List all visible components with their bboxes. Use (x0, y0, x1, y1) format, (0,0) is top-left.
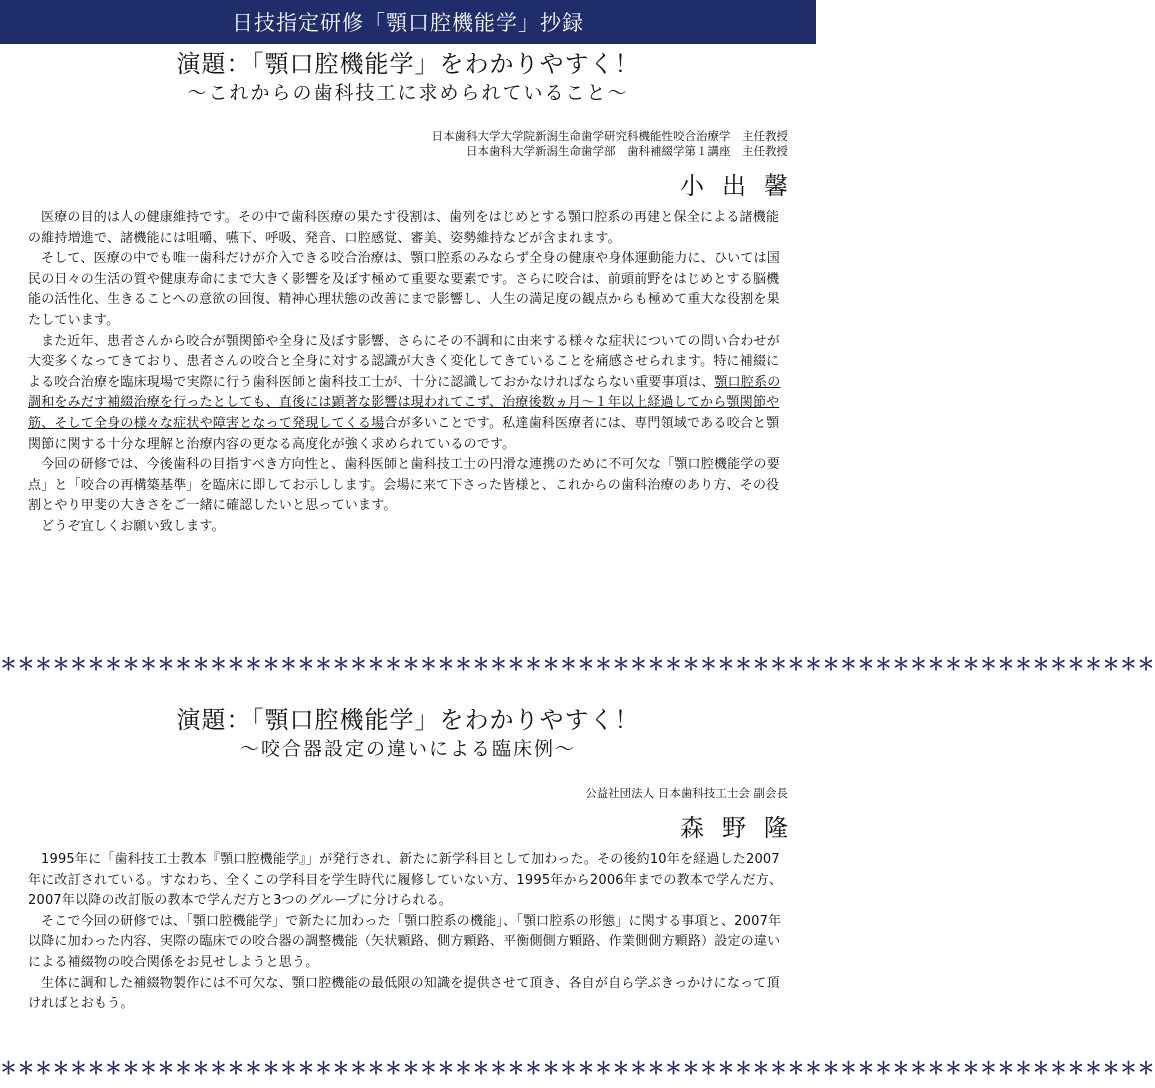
lecture-2-abstract (28, 850, 790, 1015)
lecture-2-title: 演題：「顎口腔機能学」をわかりやすく！ (176, 706, 640, 734)
lecture-1-paragraph: どうぞ宜しくお願い致します。 (41, 518, 225, 534)
lecture-1-affiliations (432, 129, 789, 159)
lecture-1-text: また近年、患者さんから咬合が顎関節や全身に及ぼす影響、さらにその不調和に由来する様々な症状についての問い合わせが大変多くなってきており、患者さんの咬合と全身に対する認識が大きく変化してきていることを痛感させられます。特に補綴による咬合治療を臨床現場で実際に行う歯科医師と歯科技工士が、十分に認識しておかなければならない重要事項は、 (28, 333, 780, 390)
lecture-2-paragraph: 生体に調和した補綴物製作には不可欠な、顎口腔機能の最低限の知識を提供させて頂き、各自が自ら学ぶきっかけになって頂ければとおもう。 (28, 975, 780, 1012)
lecture-1-paragraph: そして、医療の中でも唯一歯科だけが介入できる咬合治療は、顎口腔系のみならず全身の健康や身体運動能力に、ひいては国民の日々の生活の質や健康寿命にまで大きく影響を及ぼす極めて重要な要素です。さらに咬合は、前頭前野をはじめとする脳機能の活性化、生きることへの意欲の回復、精神心理状態の改善にまで影響し、人生の満足度の観点からも極めて重大な役割を果たしています。 (28, 251, 780, 328)
lecture-2-affiliation: 公益社団法人 日本歯科技工士会 副会長 (585, 786, 788, 800)
lecture-2-paragraph: 1995年に「歯科技工士教本『顎口腔機能学』」が発行され、新たに新学科目として加わった。その後約10年を経過した2007年に改訂されている。すなわち、全くこの学科目を学生時代に履修していない方、1995年から2006年までの教本で学んだ方、2007年以降の改訂版の教本で学んだ方と3つのグループに分けられる。 (28, 852, 783, 909)
page-banner (0, 0, 816, 44)
lecture-1-author: 小出馨 (680, 172, 806, 200)
lecture-1-affiliation-1: 日本歯科大学大学院新潟生命歯学研究科機能性咬合治療学 主任教授 (431, 129, 788, 143)
lecture-2-header (0, 704, 816, 762)
lecture-1-header (0, 48, 816, 106)
lecture-1-paragraph (28, 332, 790, 456)
lecture-2-author: 森野隆 (680, 814, 806, 842)
lecture-1-underlined-text: 顎口腔系の調和をみだす補綴治療を行ったとしても、直後には顕著な影響は現われてこず、治療後数ヵ月～１年以上経過してから顎関節や筋、そして全身の様々な症状や障害となって発現してくる場 (28, 374, 781, 431)
banner-title: 日技指定研修「顎口腔機能学」抄録 (232, 11, 584, 35)
lecture-1-subtitle: ～これからの歯科技工に求められていること～ (187, 82, 629, 104)
section-separator: ＊＊＊＊＊＊＊＊＊＊＊＊＊＊＊＊＊＊＊＊＊＊＊＊＊＊＊＊＊＊＊＊＊＊＊＊＊＊＊＊＊＊＊＊＊＊＊＊＊＊＊＊＊＊＊＊＊＊＊＊＊＊＊＊＊＊ (0, 1059, 1155, 1079)
lecture-1-title: 演題：「顎口腔機能学」をわかりやすく！ (176, 50, 640, 78)
section-separator: ＊＊＊＊＊＊＊＊＊＊＊＊＊＊＊＊＊＊＊＊＊＊＊＊＊＊＊＊＊＊＊＊＊＊＊＊＊＊＊＊＊＊＊＊＊＊＊＊＊＊＊＊＊＊＊＊＊＊＊＊＊＊＊＊＊＊ (0, 655, 1155, 675)
lecture-1-abstract (28, 208, 790, 538)
lecture-2-subtitle: ～咬合器設定の違いによる臨床例～ (239, 738, 576, 760)
lecture-1-text: 合が多いことです。私達歯科医療者には、専門領域である咬合と顎関節に関する十分な理解と治療内容の更なる高度化が強く求められているのです。 (28, 415, 780, 452)
lecture-2-paragraph: そこで今回の研修では、「顎口腔機能学」で新たに加わった「顎口腔系の機能」、「顎口腔系の形態」に関する事項と、2007年以降に加わった内容、実際の臨床での咬合器の調整機能（矢状顆路、側方顆路、平衡側側方顆路、作業側側方顆路）設定の違いによる補綴物の咬合関係をお見せしようと思う。 (28, 913, 782, 970)
lecture-1-affiliation-2: 日本歯科大学新潟生命歯学部 歯科補綴学第１講座 主任教授 (466, 144, 788, 158)
lecture-1-paragraph: 医療の目的は人の健康維持です。その中で歯科医療の果たす役割は、歯列をはじめとする顎口腔系の再建と保全による諸機能の維持増進で、諸機能には咀嚼、嚥下、呼吸、発音、口腔感覚、審美、姿勢維持などが含まれます。 (28, 210, 780, 246)
lecture-1-paragraph: 今回の研修では、今後歯科の目指すべき方向性と、歯科医師と歯科技工士の円滑な連携のために不可欠な「顎口腔機能学の要点」と「咬合の再構築基準」を臨床に即してお示しします。会場に来て下さった皆様と、これからの歯科治療のあり方、その役割とやり甲斐の大きさをご一緒に確認したいと思っています。 (28, 457, 780, 514)
